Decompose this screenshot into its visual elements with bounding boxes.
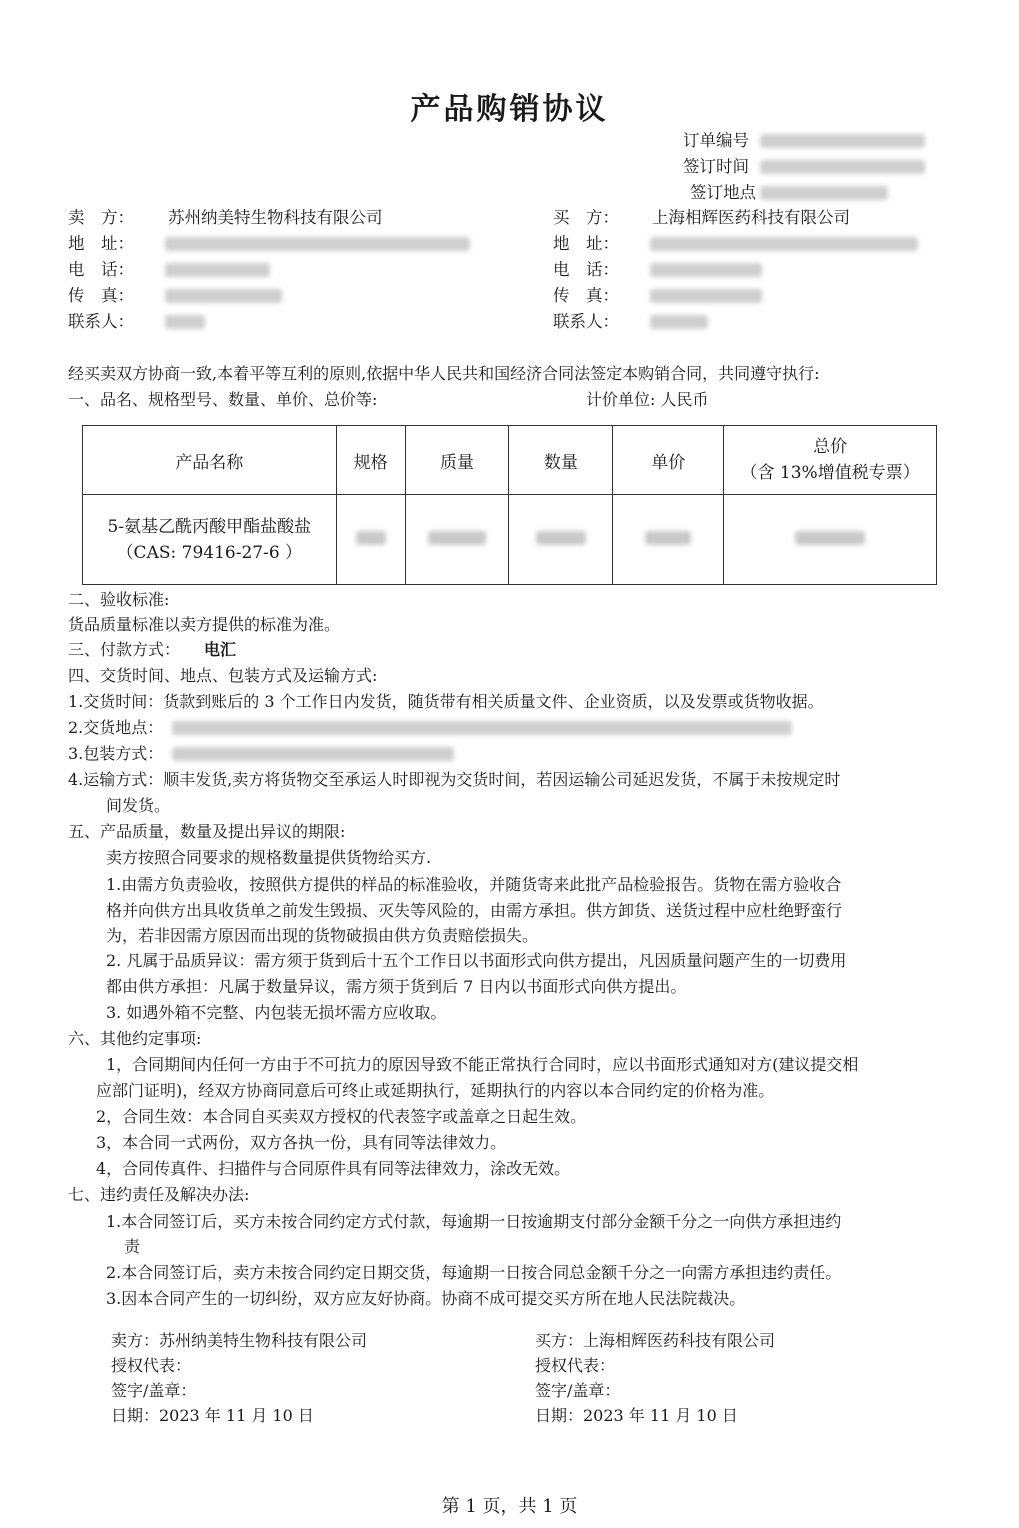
section5-p1-l3: 为，若非因需方原因而出现的货物破损由供方负责赔偿损失。 bbox=[106, 926, 539, 945]
section6-p1-l2: 应部门证明)，经双方协商同意后可终止或延期执行，延期执行的内容以本合同约定的价格为准。 bbox=[96, 1081, 775, 1100]
header-total-price bbox=[724, 426, 937, 495]
section5-p2-l1: 2. 凡属于品质异议：需方须于货到后十五个工作日以书面形式向供方提出，凡因质量问题产生的一切费用 bbox=[106, 951, 847, 970]
order-no-label: 订单编号 bbox=[683, 131, 749, 150]
seller-fax-label: 传 真： bbox=[68, 286, 134, 305]
spec-redacted bbox=[356, 531, 386, 545]
intro-text: 经买卖双方协商一致,本着平等互利的原则,依据中华人民共和国经济合同法签定本购销合同，共同遵守执行: bbox=[68, 364, 820, 383]
sign-buyer: 买方：上海相辉医药科技有限公司 bbox=[535, 1331, 776, 1350]
product-name: 5-氨基乙酰丙酸甲酯盐酸盐 bbox=[107, 516, 312, 537]
product-name-cell bbox=[83, 495, 337, 585]
buyer-address-redacted bbox=[650, 237, 918, 251]
quality-redacted bbox=[428, 531, 486, 545]
header-quality: 质量 bbox=[405, 426, 509, 495]
delivery-place-label: 2.交货地点： bbox=[68, 718, 164, 737]
buyer-fax-label: 传 真： bbox=[553, 286, 619, 305]
sign-seller: 卖方：苏州纳美特生物科技有限公司 bbox=[111, 1331, 368, 1350]
section5-heading: 五、产品质量，数量及提出异议的期限: bbox=[68, 822, 346, 841]
spec-cell bbox=[336, 495, 405, 585]
table-row bbox=[83, 495, 937, 585]
section5-p1-l1: 1.由需方负责验收，按照供方提供的样品的标准验收，并随货寄来此批产品检验报告。货物在需方验收合 bbox=[106, 875, 842, 894]
header-spec: 规格 bbox=[336, 426, 405, 495]
section6-p2: 2，合同生效：本合同自买卖双方授权的代表签字或盖章之日起生效。 bbox=[96, 1107, 587, 1126]
quality-cell bbox=[405, 495, 509, 585]
quantity-cell bbox=[509, 495, 613, 585]
order-no-redacted bbox=[760, 134, 925, 148]
header-total-note: （含 13%增值税专票） bbox=[740, 463, 920, 483]
document-title: 产品购销协议 bbox=[410, 92, 609, 127]
section6-p3: 3，本合同一式两份，双方各执一份，具有同等法律效力。 bbox=[96, 1133, 507, 1152]
header-quantity: 数量 bbox=[509, 426, 613, 495]
section5-p1-l2: 格并向供方出具收货单之前发生毁损、灭失等风险的，由需方承担。供方卸货、送货过程中应杜绝野蛮行 bbox=[106, 901, 843, 920]
buyer-phone-redacted bbox=[650, 263, 762, 277]
sign-seller-stamp: 签字/盖章： bbox=[111, 1381, 197, 1400]
header-total-label: 总价 bbox=[813, 437, 848, 457]
sign-buyer-rep: 授权代表： bbox=[535, 1356, 616, 1375]
buyer-fax-redacted bbox=[650, 289, 762, 303]
sign-place-redacted bbox=[760, 186, 888, 200]
seller-label: 卖 方： bbox=[68, 208, 134, 227]
unit-price-cell bbox=[613, 495, 724, 585]
seller-address-label: 地 址： bbox=[68, 234, 134, 253]
total-price-redacted bbox=[795, 531, 865, 545]
header-unit-price: 单价 bbox=[613, 426, 724, 495]
unit-price-redacted bbox=[645, 531, 691, 545]
payment-method: 电汇 bbox=[204, 640, 237, 659]
section7-p1-l2: 责 bbox=[124, 1237, 141, 1256]
section7-heading: 七、违约责任及解决办法: bbox=[68, 1185, 250, 1204]
buyer-name: 上海相辉医药科技有限公司 bbox=[652, 208, 850, 227]
section6-p1-l1: 1，合同期间内任何一方由于不可抗力的原因导致不能正常执行合同时，应以书面形式通知对方(建议提交相 bbox=[106, 1055, 859, 1074]
seller-contact-redacted bbox=[165, 315, 205, 329]
transport-line2: 间发货。 bbox=[106, 796, 171, 815]
table-header-row bbox=[83, 426, 937, 495]
section1-heading: 一、品名、规格型号、数量、单价、总价等: bbox=[68, 390, 378, 409]
buyer-phone-label: 电 话： bbox=[553, 260, 619, 279]
quantity-redacted bbox=[536, 531, 586, 545]
section4-heading: 四、交货时间、地点、包装方式及运输方式: bbox=[68, 666, 378, 685]
section7-p1-l1: 1.本合同签订后，买方未按合同约定方式付款，每逾期一日按逾期支付部分金额千分之一向供方承担违约 bbox=[106, 1212, 842, 1231]
section6-p4: 4，合同传真件、扫描件与合同原件具有同等法律效力，涂改无效。 bbox=[96, 1159, 571, 1178]
sign-buyer-stamp: 签字/盖章： bbox=[535, 1381, 621, 1400]
total-price-cell bbox=[724, 495, 937, 585]
packaging-label: 3.包装方式： bbox=[68, 744, 164, 763]
page-footer: 第 1 页，共 1 页 bbox=[441, 1496, 578, 1517]
seller-phone-redacted bbox=[165, 263, 270, 277]
section5-p2-l2: 都由供方承担：凡属于数量异议，需方须于货到后 7 日内以书面形式向供方提出。 bbox=[106, 977, 687, 996]
section2-heading: 二、验收标准: bbox=[68, 590, 170, 609]
sign-place-label: 签订地点 bbox=[690, 183, 756, 202]
section7-p2: 2.本合同签订后，卖方未按合同约定日期交货，每逾期一日按合同总金额千分之一向需方承担违约责任。 bbox=[106, 1263, 842, 1282]
buyer-address-label: 地 址： bbox=[553, 234, 619, 253]
buyer-contact-label: 联系人： bbox=[553, 312, 619, 331]
seller-contact-label: 联系人： bbox=[68, 312, 134, 331]
transport-line1: 4.运输方式：顺丰发货,卖方将货物交至承运人时即视为交货时间，若因运输公司延迟发货，不属于未按规定时 bbox=[68, 770, 841, 789]
sign-time-redacted bbox=[760, 160, 925, 174]
section6-heading: 六、其他约定事项: bbox=[68, 1029, 202, 1048]
section7-p3: 3.因本合同产生的一切纠纷，双方应友好协商。协商不成可提交买方所在地人民法院裁决。 bbox=[106, 1289, 746, 1308]
section5-line0: 卖方按照合同要求的规格数量提供货物给买方. bbox=[106, 848, 432, 867]
seller-fax-redacted bbox=[165, 289, 282, 303]
buyer-label: 买 方： bbox=[553, 208, 619, 227]
sign-time-label: 签订时间 bbox=[683, 157, 749, 176]
section5-p3: 3. 如遇外箱不完整、内包装无损坏需方应收取。 bbox=[106, 1003, 447, 1022]
seller-phone-label: 电 话： bbox=[68, 260, 134, 279]
delivery-place-redacted bbox=[172, 721, 792, 735]
seller-address-redacted bbox=[165, 237, 470, 251]
product-cas: （CAS: 79416-27-6 ） bbox=[116, 542, 303, 563]
delivery-time: 1.交货时间：货款到账后的 3 个工作日内发货，随货带有相关质量文件、企业资质，以及发票或货物收据。 bbox=[68, 692, 824, 711]
header-product-name: 产品名称 bbox=[83, 426, 337, 495]
sign-buyer-date: 日期：2023 年 11 月 10 日 bbox=[535, 1406, 738, 1425]
section2-text: 货品质量标准以卖方提供的标准为准。 bbox=[68, 615, 341, 634]
goods-table bbox=[82, 425, 937, 585]
buyer-contact-redacted bbox=[650, 315, 708, 329]
packaging-redacted bbox=[172, 747, 454, 761]
currency-note: 计价单位: 人民币 bbox=[586, 390, 709, 409]
section3-heading: 三、付款方式： bbox=[68, 640, 181, 659]
seller-name: 苏州纳美特生物科技有限公司 bbox=[168, 208, 383, 227]
sign-seller-rep: 授权代表： bbox=[111, 1356, 192, 1375]
sign-seller-date: 日期：2023 年 11 月 10 日 bbox=[111, 1406, 314, 1425]
